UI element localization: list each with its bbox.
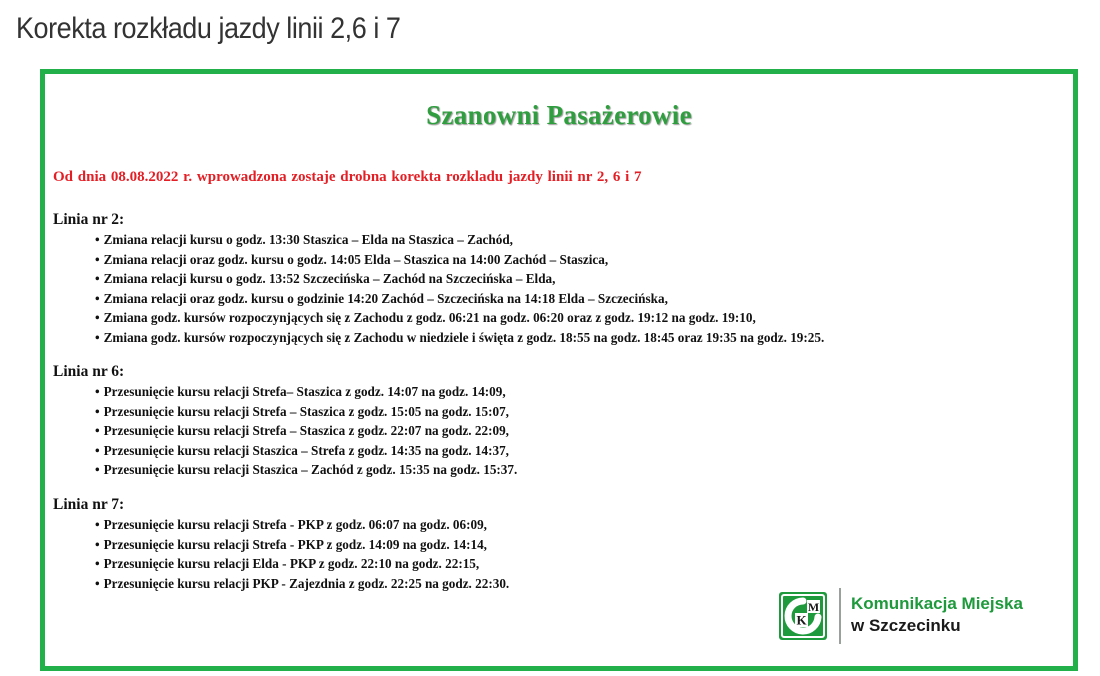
list-item: • Zmiana relacji kursu o godz. 13:52 Szczecińska – Zachód na Szczecińska – Elda, <box>95 269 824 289</box>
list-item: • Przesunięcie kursu relacji Staszica – Zachód z godz. 15:35 na godz. 15:37. <box>95 460 517 480</box>
list-item: • Zmiana relacji kursu o godz. 13:30 Staszica – Elda na Staszica – Zachód, <box>95 230 824 250</box>
logo-text <box>851 593 1023 637</box>
list-item: • Zmiana godz. kursów rozpoczynjących się z Zachodu w niedziele i święta z godz. 18:55 na godz. 18:45 oraz 19:35 na godz. 19:25. <box>95 328 824 348</box>
logo-line-2: w Szczecinku <box>851 616 961 635</box>
list-item: • Zmiana godz. kursów rozpoczynjących się z Zachodu z godz. 06:21 na godz. 06:20 oraz z godz. 19:12 na godz. 19:10, <box>95 308 824 328</box>
company-logo <box>778 588 1063 644</box>
list-item: • Przesunięcie kursu relacji PKP - Zajezdnia z godz. 22:25 na godz. 22:30. <box>95 574 509 594</box>
logo-line-1: Komunikacja Miejska <box>851 594 1023 613</box>
section-line-7 <box>53 495 509 593</box>
section-line-6 <box>53 362 517 480</box>
list-item: • Przesunięcie kursu relacji Elda - PKP z godz. 22:10 na godz. 22:15, <box>95 554 509 574</box>
logo-letter-k: K <box>796 612 807 628</box>
notice-frame <box>40 69 1078 671</box>
section-items <box>53 515 509 593</box>
list-item: • Przesunięcie kursu relacji Strefa – Staszica z godz. 22:07 na godz. 22:09, <box>95 421 517 441</box>
section-items <box>53 230 824 347</box>
km-logo-icon <box>778 591 828 641</box>
notice-heading: Szanowni Pasażerowie <box>426 100 692 130</box>
list-item: • Zmiana relacji oraz godz. kursu o godz. 14:05 Elda – Staszica na 14:00 Zachód – Staszica, <box>95 250 824 270</box>
page-title: Korekta rozkładu jazdy linii 2,6 i 7 <box>16 12 401 45</box>
section-title: Linia nr 7: <box>53 496 125 513</box>
notice-intro: Od dnia 08.08.2022 r. wprowadzona zostaje drobna korekta rozkladu jazdy linii nr 2, 6 i 7 <box>53 169 642 185</box>
list-item: • Przesunięcie kursu relacji Strefa – Staszica z godz. 15:05 na godz. 15:07, <box>95 402 517 422</box>
logo-divider <box>839 588 841 644</box>
section-title: Linia nr 2: <box>53 211 125 228</box>
list-item: • Zmiana relacji oraz godz. kursu o godzinie 14:20 Zachód – Szczecińska na 14:18 Elda – Szczecińska, <box>95 289 824 309</box>
section-items <box>53 382 517 480</box>
logo-letter-m: M <box>807 600 820 614</box>
section-title: Linia nr 6: <box>53 363 125 380</box>
list-item: • Przesunięcie kursu relacji Strefa– Staszica z godz. 14:07 na godz. 14:09, <box>95 382 517 402</box>
list-item: • Przesunięcie kursu relacji Strefa - PKP z godz. 06:07 na godz. 06:09, <box>95 515 509 535</box>
list-item: • Przesunięcie kursu relacji Staszica – Strefa z godz. 14:35 na godz. 14:37, <box>95 441 517 461</box>
section-line-2 <box>53 210 824 347</box>
list-item: • Przesunięcie kursu relacji Strefa - PKP z godz. 14:09 na godz. 14:14, <box>95 535 509 555</box>
